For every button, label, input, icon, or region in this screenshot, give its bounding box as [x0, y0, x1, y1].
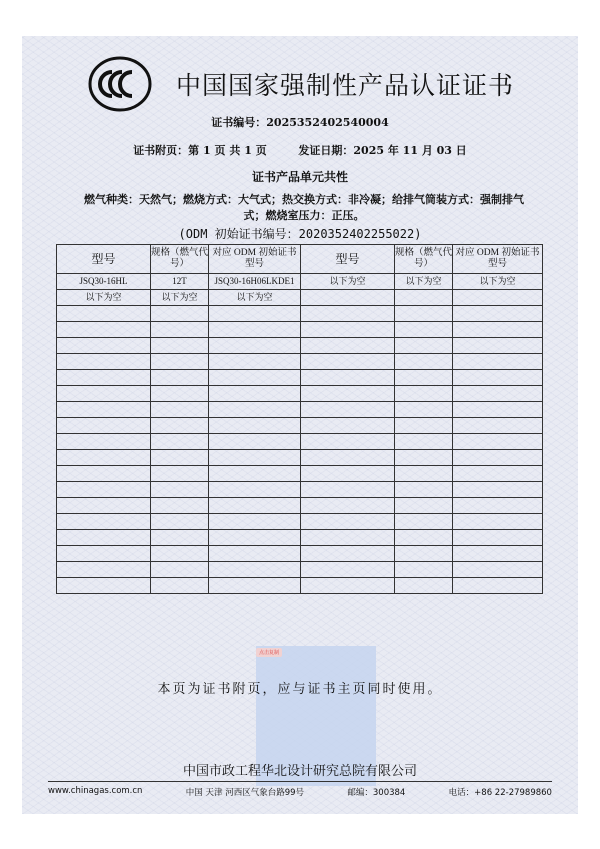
table-cell — [395, 338, 453, 354]
table-cell — [151, 418, 209, 434]
table-row — [57, 418, 543, 434]
table-cell — [395, 498, 453, 514]
table-cell — [301, 370, 395, 386]
table-cell — [151, 338, 209, 354]
table-cell — [395, 450, 453, 466]
table-cell — [57, 386, 151, 402]
table-cell — [57, 402, 151, 418]
table-cell — [395, 418, 453, 434]
table-cell — [301, 514, 395, 530]
table-cell — [395, 466, 453, 482]
table-cell — [57, 338, 151, 354]
table-cell — [453, 290, 543, 306]
table-cell — [453, 322, 543, 338]
table-cell — [301, 306, 395, 322]
table-cell — [57, 418, 151, 434]
table-cell: 以下为空 — [209, 290, 301, 306]
table-cell — [209, 482, 301, 498]
table-cell — [453, 546, 543, 562]
table-cell — [453, 370, 543, 386]
table-cell — [395, 546, 453, 562]
table-cell — [57, 450, 151, 466]
table-cell — [395, 386, 453, 402]
table-cell — [209, 434, 301, 450]
table-cell — [209, 578, 301, 594]
certificate-number — [0, 114, 600, 130]
table-cell — [209, 354, 301, 370]
table-cell — [57, 514, 151, 530]
table-cell — [453, 434, 543, 450]
table-cell — [395, 530, 453, 546]
issue-label: 发证日期： — [298, 144, 354, 157]
table-cell — [209, 322, 301, 338]
header-odm-model: 对应 ODM 初始证书型号 — [209, 245, 301, 274]
header-model: 型号 — [57, 245, 151, 274]
table-cell — [453, 530, 543, 546]
footer-phone: 电话：+86 22-27989860 — [448, 788, 552, 798]
table-cell — [301, 290, 395, 306]
odm-certificate-line: (ODM 初始证书编号：2020352402255022) — [178, 227, 422, 241]
table-cell — [151, 466, 209, 482]
model-table — [56, 244, 543, 594]
table-cell — [57, 546, 151, 562]
table-row — [57, 386, 543, 402]
table-cell — [395, 402, 453, 418]
table-cell — [57, 322, 151, 338]
section-subtitle: 证书产品单元共性 — [251, 170, 348, 184]
table-cell — [453, 578, 543, 594]
table-cell — [209, 306, 301, 322]
table-cell — [209, 450, 301, 466]
table-cell — [301, 450, 395, 466]
header-spec: 规格（燃气代号） — [395, 245, 453, 274]
table-cell — [57, 434, 151, 450]
issue-date: 2025 年 11 月 03 日 — [353, 144, 467, 157]
table-row — [57, 578, 543, 594]
footer — [48, 786, 552, 798]
table-row — [57, 546, 543, 562]
table-cell — [453, 482, 543, 498]
table-cell — [453, 402, 543, 418]
table-cell — [151, 482, 209, 498]
table-row — [57, 322, 543, 338]
table-cell — [57, 498, 151, 514]
table-row — [57, 562, 543, 578]
table-cell — [395, 514, 453, 530]
table-cell — [151, 562, 209, 578]
table-cell — [453, 498, 543, 514]
table-cell — [57, 466, 151, 482]
table-cell — [301, 578, 395, 594]
table-cell — [151, 306, 209, 322]
table-cell — [301, 434, 395, 450]
table-cell — [151, 354, 209, 370]
page-no: 1 — [203, 144, 211, 157]
table-cell — [453, 562, 543, 578]
table-cell — [209, 514, 301, 530]
table-cell — [151, 370, 209, 386]
table-row — [57, 338, 543, 354]
table-cell: JSQ30-16HL — [57, 274, 151, 290]
page-info — [0, 142, 600, 158]
footer-divider — [48, 781, 552, 782]
table-cell — [395, 322, 453, 338]
table-row — [57, 306, 543, 322]
usage-note: 本页为证书附页，应与证书主页同时使用。 — [157, 682, 443, 697]
table-cell — [301, 386, 395, 402]
cert-no-label: 证书编号： — [211, 116, 267, 129]
table-cell — [209, 402, 301, 418]
table-cell — [301, 402, 395, 418]
table-cell — [301, 338, 395, 354]
table-cell — [151, 322, 209, 338]
table-cell — [301, 466, 395, 482]
page-total: 1 — [244, 144, 252, 157]
table-row — [57, 370, 543, 386]
table-cell — [395, 290, 453, 306]
table-row — [57, 482, 543, 498]
table-cell — [209, 370, 301, 386]
table-cell — [57, 482, 151, 498]
product-properties: 燃气种类：天然气；燃烧方式：大气式；热交换方式：非冷凝；给排气筒装方式：强制排气式；燃烧室压力：正压。 — [84, 193, 524, 222]
table-cell — [301, 546, 395, 562]
table-cell: JSQ30-16H06LKDE1 — [209, 274, 301, 290]
table-cell — [453, 354, 543, 370]
cert-no-value: 2025352402540004 — [266, 116, 389, 129]
table-row — [57, 514, 543, 530]
table-cell — [395, 482, 453, 498]
table-cell — [57, 578, 151, 594]
table-cell — [209, 498, 301, 514]
table-cell — [151, 530, 209, 546]
table-cell — [453, 514, 543, 530]
table-cell — [395, 354, 453, 370]
table-cell — [209, 418, 301, 434]
table-cell — [301, 354, 395, 370]
table-cell — [57, 562, 151, 578]
table-cell — [301, 530, 395, 546]
table-cell — [57, 370, 151, 386]
footer-website[interactable]: www.chinagas.com.cn — [48, 786, 143, 796]
table-row — [57, 274, 543, 290]
ccc-logo-icon — [88, 56, 152, 112]
table-cell — [151, 546, 209, 562]
table-cell: 以下为空 — [453, 274, 543, 290]
table-cell: 以下为空 — [301, 274, 395, 290]
table-cell — [453, 338, 543, 354]
table-cell — [57, 530, 151, 546]
table-cell — [301, 418, 395, 434]
table-row — [57, 498, 543, 514]
table-row — [57, 402, 543, 418]
table-cell — [453, 450, 543, 466]
page-end: 页 — [255, 144, 267, 157]
table-cell — [453, 306, 543, 322]
table-cell — [57, 354, 151, 370]
table-cell — [395, 578, 453, 594]
header-model: 型号 — [301, 245, 395, 274]
table-cell — [57, 306, 151, 322]
page-mid: 页 共 — [214, 144, 241, 157]
table-cell — [301, 498, 395, 514]
table-row — [57, 530, 543, 546]
footer-postcode: 邮编：300384 — [347, 788, 406, 798]
table-row — [57, 434, 543, 450]
table-cell — [453, 466, 543, 482]
table-row — [57, 354, 543, 370]
table-cell: 以下为空 — [151, 290, 209, 306]
header-spec: 规格（燃气代号） — [151, 245, 209, 274]
table-cell — [151, 578, 209, 594]
table-cell — [151, 514, 209, 530]
table-cell — [209, 338, 301, 354]
table-row — [57, 466, 543, 482]
table-row — [57, 290, 543, 306]
table-cell — [301, 482, 395, 498]
table-row — [57, 450, 543, 466]
table-cell — [209, 466, 301, 482]
table-cell — [209, 546, 301, 562]
table-cell — [395, 306, 453, 322]
copy-tag[interactable]: 点击复制 — [256, 648, 282, 657]
table-cell — [209, 562, 301, 578]
table-cell — [453, 386, 543, 402]
certificate-title: 中国国家强制性产品认证证书 — [176, 71, 515, 100]
table-cell: 以下为空 — [57, 290, 151, 306]
issuing-organization: 中国市政工程华北设计研究总院有限公司 — [182, 764, 417, 779]
page-label: 证书附页：第 — [133, 144, 200, 157]
table-cell — [453, 418, 543, 434]
table-cell — [301, 562, 395, 578]
table-cell — [151, 498, 209, 514]
table-header-row — [57, 245, 543, 274]
header-odm-model: 对应 ODM 初始证书型号 — [453, 245, 543, 274]
table-cell — [151, 434, 209, 450]
table-cell — [395, 434, 453, 450]
table-cell — [301, 322, 395, 338]
table-cell — [395, 562, 453, 578]
footer-address: 中国 天津 河西区气象台路99号 — [185, 788, 305, 798]
table-cell — [151, 402, 209, 418]
table-cell — [151, 450, 209, 466]
table-cell: 12T — [151, 274, 209, 290]
table-cell: 以下为空 — [395, 274, 453, 290]
table-cell — [151, 386, 209, 402]
table-cell — [209, 530, 301, 546]
table-cell — [209, 386, 301, 402]
table-cell — [395, 370, 453, 386]
